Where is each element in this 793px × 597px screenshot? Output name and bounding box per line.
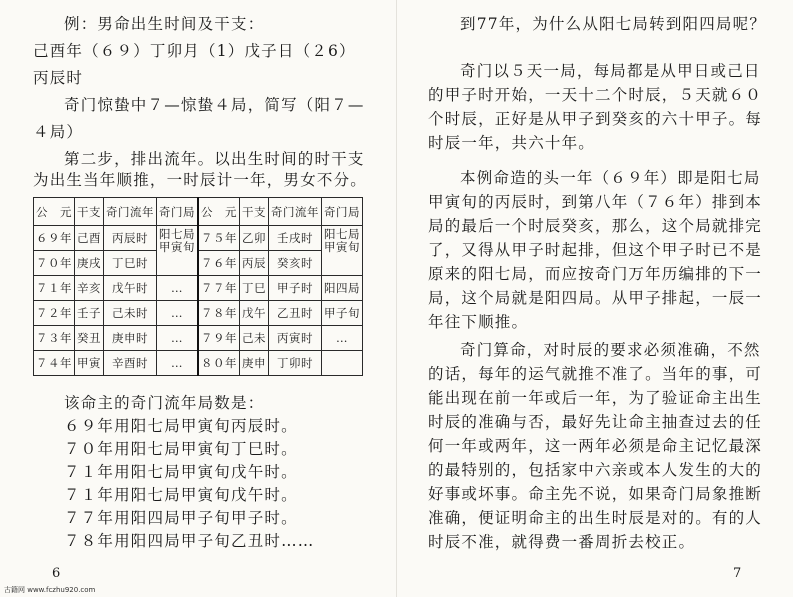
table-cell: 癸亥时 bbox=[269, 251, 322, 276]
table-row bbox=[34, 326, 363, 351]
table-cell: 庚申 bbox=[240, 351, 269, 376]
table-cell: 丙寅时 bbox=[269, 326, 322, 351]
table-cell: ７３年 bbox=[34, 326, 75, 351]
table-cell: ７２年 bbox=[34, 301, 75, 326]
cell-text: 阳七局 甲寅旬 bbox=[159, 227, 195, 254]
cell-text: 阳七局 甲寅旬 bbox=[324, 227, 360, 254]
text-line: 第二步，排出流年。以出生时间的时干支 bbox=[64, 150, 365, 168]
text-line: 到77年，为什么从阳七局转到阳四局呢？ bbox=[460, 15, 767, 33]
table-cell: 辛酉时 bbox=[104, 351, 157, 376]
table-cell: 己酉 bbox=[75, 226, 104, 251]
text-line: ６９年用阳七局甲寅旬丙辰时。 bbox=[64, 417, 298, 435]
text-line: 例：男命出生时间及干支： bbox=[64, 15, 265, 33]
table-cell: 丁巳时 bbox=[104, 251, 157, 276]
table-cell: 己未时 bbox=[104, 301, 157, 326]
text-line: 好事或坏事。命主先不说，如果奇门局象推断 bbox=[428, 485, 763, 503]
text-line: 时辰不准，就得费一番周折去校正。 bbox=[428, 533, 696, 551]
table-cell: 乙卯 bbox=[240, 226, 269, 251]
text-line: 何一年或两年，这一两年必须是命主记忆最深 bbox=[428, 437, 763, 455]
table-cell: 辛亥 bbox=[75, 276, 104, 301]
table-header-row bbox=[34, 198, 363, 226]
text-line: 甲寅旬的丙辰时，到第八年（７６年）排到本 bbox=[428, 193, 763, 211]
table-cell bbox=[157, 226, 199, 276]
text-line: 为出生当年顺推，一时辰计一年，男女不分。 bbox=[33, 171, 368, 189]
text-line: 了，又得从甲子时起排，但这个甲子时已不是 bbox=[428, 241, 763, 259]
table-cell: 甲寅 bbox=[75, 351, 104, 376]
text-line: ７０年用阳七局甲寅旬丁巳时。 bbox=[64, 440, 298, 458]
text-line: 时辰的准确与否，最好先让命主抽查过去的任 bbox=[428, 413, 763, 431]
table-cell: ７５年 bbox=[198, 226, 240, 251]
header-cell: 奇门局 bbox=[322, 198, 363, 226]
table-row bbox=[34, 276, 363, 301]
table-cell: 丁卯时 bbox=[269, 351, 322, 376]
table-cell: … bbox=[322, 326, 363, 351]
table-cell: ７１年 bbox=[34, 276, 75, 301]
text-line: 奇门以５天一局，每局都是从甲日或己日 bbox=[460, 62, 761, 80]
table-cell: 戊午 bbox=[240, 301, 269, 326]
table-cell: 壬子 bbox=[75, 301, 104, 326]
table-cell: 丙辰时 bbox=[104, 226, 157, 251]
text-line: ７１年用阳七局甲寅旬戊午时。 bbox=[64, 463, 298, 481]
text-line: 局的最后一个时辰癸亥，那么，这个局就排完 bbox=[428, 217, 763, 235]
table-cell: 丙辰 bbox=[240, 251, 269, 276]
table-cell: 壬戌时 bbox=[269, 226, 322, 251]
header-cell: 奇门局 bbox=[157, 198, 199, 226]
table-cell: 癸丑 bbox=[75, 326, 104, 351]
text-line: 该命主的奇门流年局数是： bbox=[64, 394, 265, 412]
page-number: 6 bbox=[52, 566, 61, 581]
table-cell: 甲子旬 bbox=[322, 301, 363, 326]
table-row bbox=[34, 301, 363, 326]
left-page bbox=[0, 0, 396, 597]
text-line: 局，这个局就是阳四局。从甲子排起，一辰一 bbox=[428, 289, 763, 307]
text-line: 丙辰时 bbox=[33, 69, 84, 87]
table-cell: … bbox=[157, 276, 199, 301]
header-cell: 奇门流年 bbox=[104, 198, 157, 226]
page-number: 7 bbox=[733, 566, 742, 581]
table-row bbox=[34, 351, 363, 376]
qimen-yearly-table bbox=[33, 197, 363, 376]
text-line: 的话，每年的运气就推不准了。当年的事，可 bbox=[428, 365, 763, 383]
table-cell: 己未 bbox=[240, 326, 269, 351]
text-line: ７８年用阳四局甲子旬乙丑时…… bbox=[64, 532, 315, 550]
text-line: ７１年用阳七局甲寅旬戊午时。 bbox=[64, 486, 298, 504]
table-cell: 丁巳 bbox=[240, 276, 269, 301]
table-cell: … bbox=[157, 301, 199, 326]
table-cell: 甲子时 bbox=[269, 276, 322, 301]
text-line: 能出现在前一年或后一年，为了验证命主出生 bbox=[428, 389, 763, 407]
text-line: 个时辰，正好是从甲子到癸亥的六十甲子。每 bbox=[428, 110, 763, 128]
table-row bbox=[34, 226, 363, 251]
header-cell: 干支 bbox=[240, 198, 269, 226]
header-cell: 公 元 bbox=[198, 198, 240, 226]
text-line: 奇门惊蛰中７—惊蛰４局，简写（阳７— bbox=[64, 96, 365, 114]
text-line: 本例命造的头一年（６９年）即是阳七局 bbox=[460, 169, 761, 187]
text-line: 的最特别的，包括家中六亲或本人发生的大的 bbox=[428, 461, 763, 479]
table-cell: ７７年 bbox=[198, 276, 240, 301]
table-cell: ７４年 bbox=[34, 351, 75, 376]
table-cell: … bbox=[157, 351, 199, 376]
text-line: 时辰一年，共六十年。 bbox=[428, 134, 596, 152]
table-cell: 戊午时 bbox=[104, 276, 157, 301]
header-cell: 干支 bbox=[75, 198, 104, 226]
text-line: ７７年用阳四局甲子旬甲子时。 bbox=[64, 509, 298, 527]
table-cell: ６９年 bbox=[34, 226, 75, 251]
table-cell: ７８年 bbox=[198, 301, 240, 326]
text-line: ４局） bbox=[33, 123, 84, 141]
text-line: 准确，便证明命主的出生时辰是对的。有的人 bbox=[428, 509, 763, 527]
table-cell: ８０年 bbox=[198, 351, 240, 376]
table-cell: ７６年 bbox=[198, 251, 240, 276]
table-cell: 庚申时 bbox=[104, 326, 157, 351]
table-row bbox=[34, 251, 363, 276]
table-cell: ７９年 bbox=[198, 326, 240, 351]
table-cell: … bbox=[157, 326, 199, 351]
text-line: 己酉年（６９）丁卯月（1）戊子日（２6） bbox=[33, 42, 356, 60]
text-line: 原来的阳七局，而应按奇门万年历编排的下一 bbox=[428, 265, 763, 283]
table-cell bbox=[322, 351, 363, 376]
text-line: 奇门算命，对时辰的要求必须准确，不然 bbox=[460, 341, 761, 359]
table-cell bbox=[322, 226, 363, 276]
site-watermark: 古籍网 www.fczhu920.com bbox=[4, 586, 96, 594]
table-cell: 阳四局 bbox=[322, 276, 363, 301]
table-cell: ７０年 bbox=[34, 251, 75, 276]
table-cell: 乙丑时 bbox=[269, 301, 322, 326]
header-cell: 奇门流年 bbox=[269, 198, 322, 226]
text-line: 的甲子时开始，一天十二个时辰，５天就６０ bbox=[428, 86, 763, 104]
right-page bbox=[397, 0, 793, 597]
header-cell: 公 元 bbox=[34, 198, 75, 226]
text-line: 年往下顺推。 bbox=[428, 313, 529, 331]
table-cell: 庚戌 bbox=[75, 251, 104, 276]
